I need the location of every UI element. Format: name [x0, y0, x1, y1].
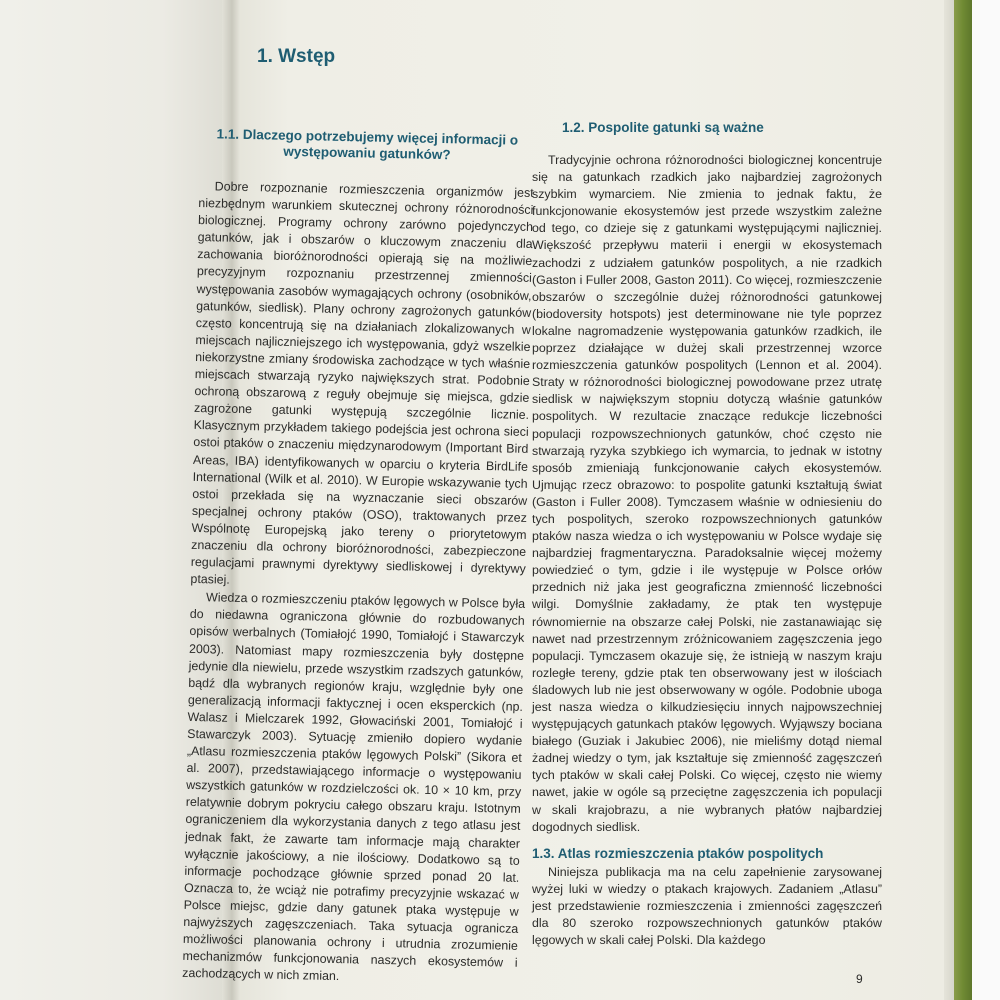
left-text-column — [182, 126, 535, 989]
chapter-title: 1. Wstęp — [257, 46, 336, 67]
background — [972, 0, 1000, 1000]
right-text-column — [532, 120, 882, 949]
paragraph: Wiedza o rozmieszczeniu ptaków lęgowych w Polsce była do niedawna ograniczona głównie do rozbudowanych opisów werbalnych (Tomiałojć 1990, Tomiałojć i Stawarczyk 2003). Natomiast mapy rozmieszczenia były dostępne jedynie dla niewielu, przede wszystkim rzadszych gatunków, bądź dla wybranych regionów kraju, względnie były one generalizacją informacji faktycznej i ocen eksperckich (np. Walasz i Mielczarek 1992, Głowaciński 2001, Tomiałojć i Stawarczyk 2003). Sytuację zmieniło dopiero wydanie „Atlasu rozmieszczenia ptaków lęgowych Polski” (Sikora et al. 2007), przedstawiającego informacje o występowaniu wszystkich gatunków w rozdzielczości ok. 10 × 10 km, przy relatywnie dobrym pokryciu całego obszaru kraju. Istotnym ograniczeniem dla wykorzystania danych z tego atlasu jest jednak fakt, że zawarte tam informacje mają charakter wyłącznie jakościowy, a nie ilościowy. Dodatkowo są to informacje pochodzące głównie sprzed ponad 20 lat. Oznacza to, że wciąż nie potrafimy precyzyjnie wskazać w Polsce miejsc, gdzie dany gatunek ptaka występuje w najwyższych zagęszczeniach. Taka sytuacja ogranicza możliwości planowania ochrony i utrudnia zrozumienie mechanizmów funkcjonowania naszych ekosystemów i zachodzących w nich zmian. — [182, 590, 526, 984]
section-heading-1-1: 1.1. Dlaczego potrzebujemy więcej informacji o występowaniu gatunków? — [216, 126, 519, 163]
green-book-cover — [954, 0, 972, 1000]
paragraph: Dobre rozpoznanie rozmieszczenia organizmów jest niezbędnym warunkiem skutecznej ochrony różnorodności biologicznej. Programy ochrony zarówno pojedynczych gatunków, jak i obszarów o kluczowym znaczeniu dla zachowania bioróżnorodności opierają się na możliwie precyzyjnym rozpoznaniu przestrzennej zmienności występowania zasobów wymagających ochrony (osobników, gatunków, siedlisk). Plany ochrony zagrożonych gatunków często koncentrują się na działaniach zlokalizowanych w miejscach najliczniejszego ich występowania, gdyż wszelkie niekorzystne zmiany środowiska zachodzące w tych właśnie miejscach stwarzają ryzyko największych strat. Podobnie ochroną obszarową z reguły obejmuje się miejsca, gdzie zagrożone gatunki występują szczególnie licznie. Klasycznym przykładem takiego podejścia jest ochrona sieci ostoi ptaków o znaczeniu międzynarodowym (Important Bird Areas, IBA) identyfikowanych w oparciu o kryteria BirdLife International (Wilk et al. 2010). W Europie wskazywanie tych ostoi przekłada się na wyznaczanie sieci obszarów specjalnej ochrony ptaków (OSO), traktowanych przez Wspólnotę Europejską jako tereny o priorytetowym znaczeniu dla ochrony bioróżnorodności, zabezpieczone regulacjami prawnymi dyrektywy siedliskowej i dyrektywy ptasiej. — [190, 179, 534, 587]
page-number: 9 — [856, 972, 863, 986]
paragraph: Tradycyjnie ochrona różnorodności biologicznej koncentruje się na gatunkach rzadkich jako najbardziej zagrożonych szybkim wymarciem. Nie zmienia to jednak faktu, że funkcjonowanie ekosystemów jest przede wszystkim zależne od tego, co dzieje się z gatunkami występującymi najliczniej. Większość przepływu materii i energii w ekosystemach zachodzi z udziałem gatunków pospolitych, a nie rzadkich (Gaston i Fuller 2008, Gaston 2011). Co więcej, rozmieszczenie obszarów o szczególnie dużej różnorodności gatunkowej (biodoversity hotspots) jest determinowane nie tyle poprzez lokalne nagromadzenie występowania gatunków rzadkich, ile poprzez działające w dużej skali przestrzennej wzorce rozmieszczenia gatunków pospolitych (Lennon et al. 2004). Straty w różnorodności biologicznej powodowane przez utratę siedlisk w największym stopniu dotyczą właśnie gatunków pospolitych. W rezultacie znaczące redukcje liczebności populacji rozpowszechnionych gatunków, choć często nie stwarzają ryzyka szybkiego ich wymarcia, to jednak w istotny sposób zmieniają funkcjonowanie całych ekosystemów. Ujmując rzecz obrazowo: to pospolite gatunki kształtują świat (Gaston i Fuller 2008). Tymczasem właśnie w odniesieniu do tych pospolitych, szeroko rozpowszechnionych gatunków ptaków nasza wiedza o ich występowaniu w Polsce wydaje się najbardziej fragmentaryczna. Paradoksalnie więcej możemy powiedzieć o tym, gdzie i ile występuje w Polsce orłów przednich niż jaka jest geograficzna zmienność liczebności wilgi. Domyślnie zakładamy, że ptak ten występuje równomiernie na obszarze całej Polski, nie zastanawiając się nawet nad przestrzennym zróżnicowaniem zagęszczenia jego populacji. Tymczasem okazuje się, że istnieją w naszym kraju rozległe tereny, gdzie ptak ten obserwowany jest w ilościach śladowych lub nie jest obserwowany w ogóle. Podobnie uboga jest nasza wiedza o kilkudziesięciu innych najpowszechniej występujących gatunkach ptaków lęgowych. Wyjąwszy bociana białego (Guziak i Jakubiec 2006), nie mieliśmy dotąd niemal żadnej wiedzy o tym, jak kształtuje się zmienność zagęszczeń tych ptaków w skali całej Polski. Co więcej, często nie wiemy nawet, jakie w ogóle są przeciętne zagęszczenia ich populacji w skali krajobrazu, a nie wybranych płatów najbardziej dogodnych siedlisk. — [532, 153, 882, 834]
page-edges — [944, 0, 954, 1000]
section-heading-1-2: 1.2. Pospolite gatunki są ważne — [562, 120, 764, 135]
section-heading-1-3: 1.3. Atlas rozmieszczenia ptaków pospolitych — [532, 845, 824, 861]
paragraph: Niniejsza publikacja ma na celu zapełnienie zarysowanej wyżej luki w wiedzy o ptakach krajowych. Zadaniem „Atlasu” jest przedstawienie rozmieszczenia i zmienności zagęszczeń dla 80 szeroko rozpowszechnionych gatunków ptaków lęgowych w skali całej Polski. Dla każdego — [532, 864, 882, 948]
